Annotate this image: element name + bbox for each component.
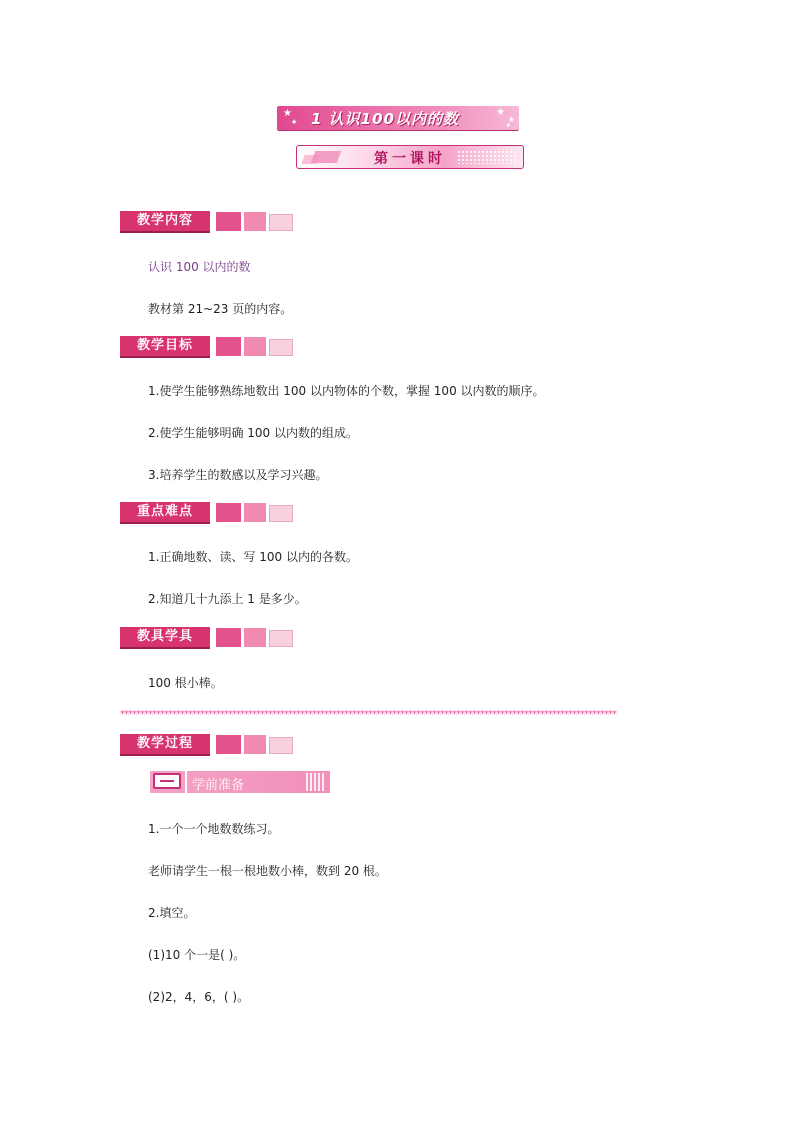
content-line: 教材第 21~23 页的内容。: [148, 302, 293, 316]
star-icon: ★: [505, 122, 511, 129]
decoration: [216, 735, 241, 754]
decoration: [216, 212, 241, 231]
section-header-content: [120, 211, 300, 233]
subsection-bar: [150, 771, 330, 793]
section-header-materials: [120, 627, 300, 649]
star-icon: ★: [507, 115, 515, 124]
process-line: 老师请学生一根一根地数小棒，数到 20 根。: [148, 864, 387, 878]
section-label: 教具学具: [120, 627, 210, 649]
star-divider: ****************************************************************************************************************************: [120, 710, 616, 720]
decoration: [216, 503, 241, 522]
star-icon: ★: [291, 118, 298, 126]
decoration: [269, 737, 293, 754]
decoration: [269, 339, 293, 356]
goal-line: 2.使学生能够明确 100 以内数的组成。: [148, 426, 358, 440]
decoration: [244, 337, 266, 356]
decoration: [244, 628, 266, 647]
lesson-title: 第一课时: [374, 151, 446, 167]
stripe-decoration: [306, 773, 326, 791]
section-header-key-points: [120, 502, 300, 524]
decoration: [216, 628, 241, 647]
process-line: 1.一个一个地数数练习。: [148, 822, 280, 836]
decoration: [244, 735, 266, 754]
decoration: [244, 212, 266, 231]
subsection-title: 学前准备: [192, 778, 245, 793]
decoration: [244, 503, 266, 522]
process-line: 2.填空。: [148, 906, 196, 920]
section-header-goals: [120, 336, 300, 358]
section-label: 重点难点: [120, 502, 210, 524]
decoration: [269, 505, 293, 522]
key-point-line: 1.正确地数、读、写 100 以内的各数。: [148, 550, 358, 564]
star-icon: ★: [283, 108, 292, 119]
goal-line: 3.培养学生的数感以及学习兴趣。: [148, 468, 328, 482]
section-label: 教学目标: [120, 336, 210, 358]
goal-line: 1.使学生能够熟练地数出 100 以内物体的个数，掌握 100 以内数的顺序。: [148, 384, 545, 398]
section-label: 教学过程: [120, 734, 210, 756]
section-label: 教学内容: [120, 211, 210, 233]
title-banner: [277, 106, 519, 130]
lesson-banner: [296, 145, 524, 169]
star-icon: ★: [496, 107, 505, 118]
section-header-process: [120, 734, 300, 756]
content-line: 认识 100 以内的数: [148, 260, 251, 274]
decoration: [269, 630, 293, 647]
number-one-icon: [153, 773, 181, 789]
decoration: [216, 337, 241, 356]
decoration: [269, 214, 293, 231]
key-point-line: 2.知道几十九添上 1 是多少。: [148, 592, 307, 606]
page-title: 1 认识100以内的数: [311, 110, 459, 128]
material-line: 100 根小棒。: [148, 676, 223, 690]
process-line: (2)2，4，6，( )。: [148, 990, 250, 1004]
separator: [185, 771, 187, 793]
process-line: (1)10 个一是( )。: [148, 948, 246, 962]
